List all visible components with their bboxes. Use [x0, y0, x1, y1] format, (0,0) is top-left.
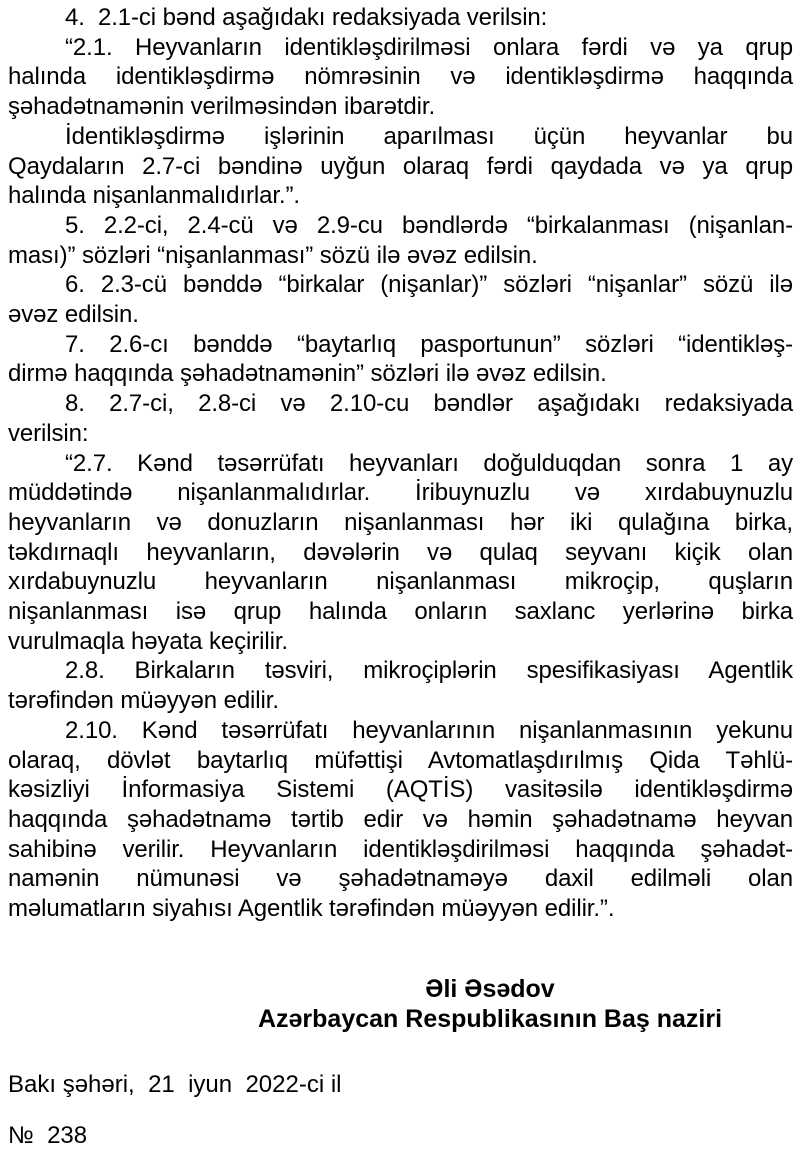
paragraph-clause-5	[8, 211, 793, 270]
text-line: namənin nümunəsi və şəhadətnaməyə daxil edilməli olan	[8, 865, 793, 893]
paragraph-clause-2-7	[8, 449, 793, 657]
text-line: kəsizliyi İnformasiya Sistemi (AQTİS) vasitəsilə identikləşdirmə	[8, 776, 793, 804]
text-line: 5. 2.2-ci, 2.4-cü və 2.9-cu bəndlərdə “birkalanması (nişanlan-	[65, 211, 793, 239]
text-line: heyvanların və donuzların nişanlanması hər iki qulağına birka,	[8, 508, 793, 536]
paragraph-clause-8	[8, 389, 793, 448]
text-line: İdentikləşdirmə işlərinin aparılması üçün heyvanlar bu	[65, 122, 793, 150]
paragraph-clause-6	[8, 270, 793, 329]
paragraph-clause-7	[8, 330, 793, 389]
text-line: məlumatların siyahısı Agentlik tərəfindən müəyyən edilir.”.	[8, 895, 615, 923]
text-line: 4. 2.1-ci bənd aşağıdakı redaksiyada verilsin:	[65, 4, 548, 31]
text-line: xırdabuynuzlu heyvanların nişanlanması mikroçip, quşların	[8, 568, 793, 596]
text-line: şəhadətnamənin verilməsindən ibarətdir.	[8, 93, 436, 121]
text-line: halında identikləşdirmə nömrəsinin və identikləşdirmə haqqında	[8, 63, 793, 91]
text-line: 2.8. Birkaların təsviri, mikroçiplərin spesifikasiyası Agentlik	[65, 657, 793, 685]
document-number: № 238	[8, 1121, 88, 1149]
text-line: müddətində nişanlanmalıdırlar. İribuynuzlu və xırdabuynuzlu	[8, 479, 793, 507]
text-line: ması)” sözləri “nişanlanması” sözü ilə əvəz edilsin.	[8, 241, 538, 269]
text-line: əvəz edilsin.	[8, 301, 139, 329]
text-line: 6. 2.3-cü bənddə “birkalar (nişanlar)” sözləri “nişanlar” sözü ilə	[65, 271, 793, 299]
text-line: halında nişanlanmalıdırlar.”.	[8, 182, 300, 210]
text-line: 7. 2.6-cı bənddə “baytarlıq pasportunun” sözləri “identikləş-	[65, 330, 793, 358]
document-place-date: Bakı şəhəri, 21 iyun 2022-ci il	[8, 1070, 342, 1098]
text-line: “2.1. Heyvanların identikləşdirilməsi onlara fərdi və ya qrup	[65, 33, 793, 61]
text-line: tərəfindən müəyyən edilir.	[8, 687, 279, 715]
text-line: təkdırnaqlı heyvanların, dəvələrin və qulaq seyvanı kiçik olan	[8, 538, 793, 566]
text-line: “2.7. Kənd təsərrüfatı heyvanları doğulduqdan sonra 1 ay	[65, 449, 793, 477]
text-line: sahibinə verilir. Heyvanların identikləşdirilməsi haqqında şəhadət-	[8, 835, 793, 863]
paragraph-clause-2-8	[8, 656, 793, 715]
text-line: olaraq, dövlət baytarlıq müfəttişi Avtomatlaşdırılmış Qida Təhlü-	[8, 746, 793, 774]
paragraph-clause-2-10	[8, 716, 793, 924]
text-line: nişanlanması isə qrup halında onların saxlanc yerlərinə birka	[8, 598, 793, 626]
paragraph-clause-2-1-continued	[8, 122, 793, 211]
text-line: haqqında şəhadətnamə tərtib edir və həmin şəhadətnamə heyvan	[8, 805, 793, 833]
signature-name: Əli Əsədov	[425, 974, 555, 1003]
paragraph-clause-4	[8, 3, 793, 33]
signature-block	[220, 974, 760, 1034]
signature-title: Azərbaycan Respublikasının Baş naziri	[257, 1004, 723, 1033]
document-body	[8, 3, 793, 924]
text-line: 8. 2.7-ci, 2.8-ci və 2.10-cu bəndlər aşağıdakı redaksiyada	[65, 390, 793, 418]
text-line: dirmə haqqında şəhadətnamənin” sözləri ilə əvəz edilsin.	[8, 360, 607, 388]
paragraph-clause-2-1	[8, 33, 793, 122]
text-line: Qaydaların 2.7-ci bəndinə uyğun olaraq fərdi qaydada və ya qrup	[8, 152, 793, 180]
text-line: 2.10. Kənd təsərrüfatı heyvanlarının nişanlanmasının yekunu	[65, 716, 793, 744]
text-line: verilsin:	[8, 419, 89, 447]
text-line: vurulmaqla həyata keçirilir.	[8, 627, 288, 655]
